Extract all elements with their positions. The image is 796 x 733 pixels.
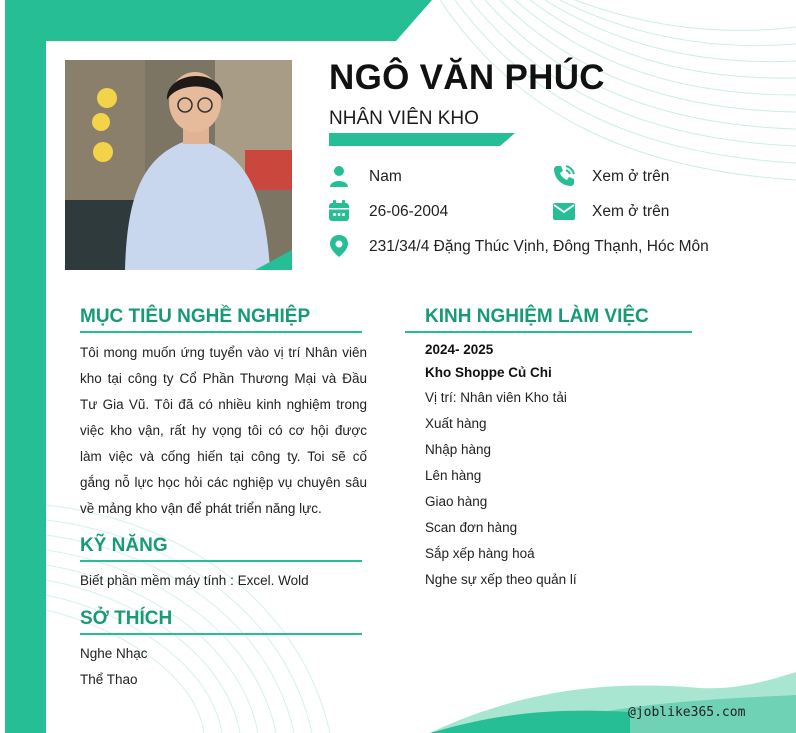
- hobbies-title: SỞ THÍCH: [80, 608, 173, 629]
- candidate-name: NGÔ VĂN PHÚC: [329, 58, 605, 97]
- birthdate-value: 26-06-2004: [369, 203, 449, 220]
- experience-position: Vị trí: Nhân viên Kho tải: [425, 390, 567, 405]
- role-underline-bar: [329, 133, 515, 146]
- candidate-role: NHÂN VIÊN KHO: [329, 108, 479, 129]
- duty-item: Sắp xếp hàng hoá: [425, 546, 535, 561]
- experience-title: KINH NGHIỆM LÀM VIỆC: [425, 306, 649, 327]
- address-value: 231/34/4 Đặng Thúc Vịnh, Đông Thạnh, Hóc Môn: [369, 238, 709, 255]
- location-icon: [327, 234, 351, 258]
- duty-item: Nghe sự xếp theo quản lí: [425, 572, 577, 587]
- site-watermark: @joblike365.com: [628, 705, 746, 720]
- objective-divider: [80, 331, 362, 333]
- email-value: Xem ở trên: [592, 203, 670, 220]
- phone-value: Xem ở trên: [592, 168, 670, 185]
- duty-item: Giao hàng: [425, 494, 488, 509]
- experience-period: 2024- 2025: [425, 342, 494, 357]
- duty-item: Lên hàng: [425, 468, 482, 483]
- skill-item: Biết phần mềm máy tính : Excel. Wold: [80, 573, 309, 588]
- skills-title: KỸ NĂNG: [80, 535, 168, 556]
- email-icon: [552, 199, 576, 223]
- duty-item: Nhập hàng: [425, 442, 492, 457]
- phone-icon: [552, 164, 576, 188]
- hobbies-divider: [80, 633, 362, 635]
- objective-title: MỤC TIÊU NGHỀ NGHIỆP: [80, 306, 311, 327]
- hobby-item: Thể Thao: [80, 672, 138, 687]
- profile-photo: [65, 60, 292, 270]
- experience-company: Kho Shoppe Củ Chi: [425, 365, 552, 380]
- gender-value: Nam: [369, 168, 402, 185]
- duty-item: Scan đơn hàng: [425, 520, 518, 535]
- calendar-icon: [327, 199, 351, 223]
- experience-divider: [405, 331, 692, 333]
- duty-item: Xuất hàng: [425, 416, 487, 431]
- hobby-item: Nghe Nhạc: [80, 646, 148, 661]
- objective-text: Tôi mong muốn ứng tuyển vào vị trí Nhân viên kho tại công ty Cổ Phần Thương Mại và Đầu Tư Gia Vũ. Tôi đã có nhiều kinh nghiệm trong việc kho vận, rất hy vọng tôi có cơ hội được làm việc và cống hiến tại công ty. Toi sẽ cố gắng nỗ lực học hỏi các nghiệp vụ chuyên sâu về mảng kho vận để phát triển năng lực.: [80, 345, 367, 516]
- skills-divider: [80, 560, 362, 562]
- user-icon: [327, 164, 351, 188]
